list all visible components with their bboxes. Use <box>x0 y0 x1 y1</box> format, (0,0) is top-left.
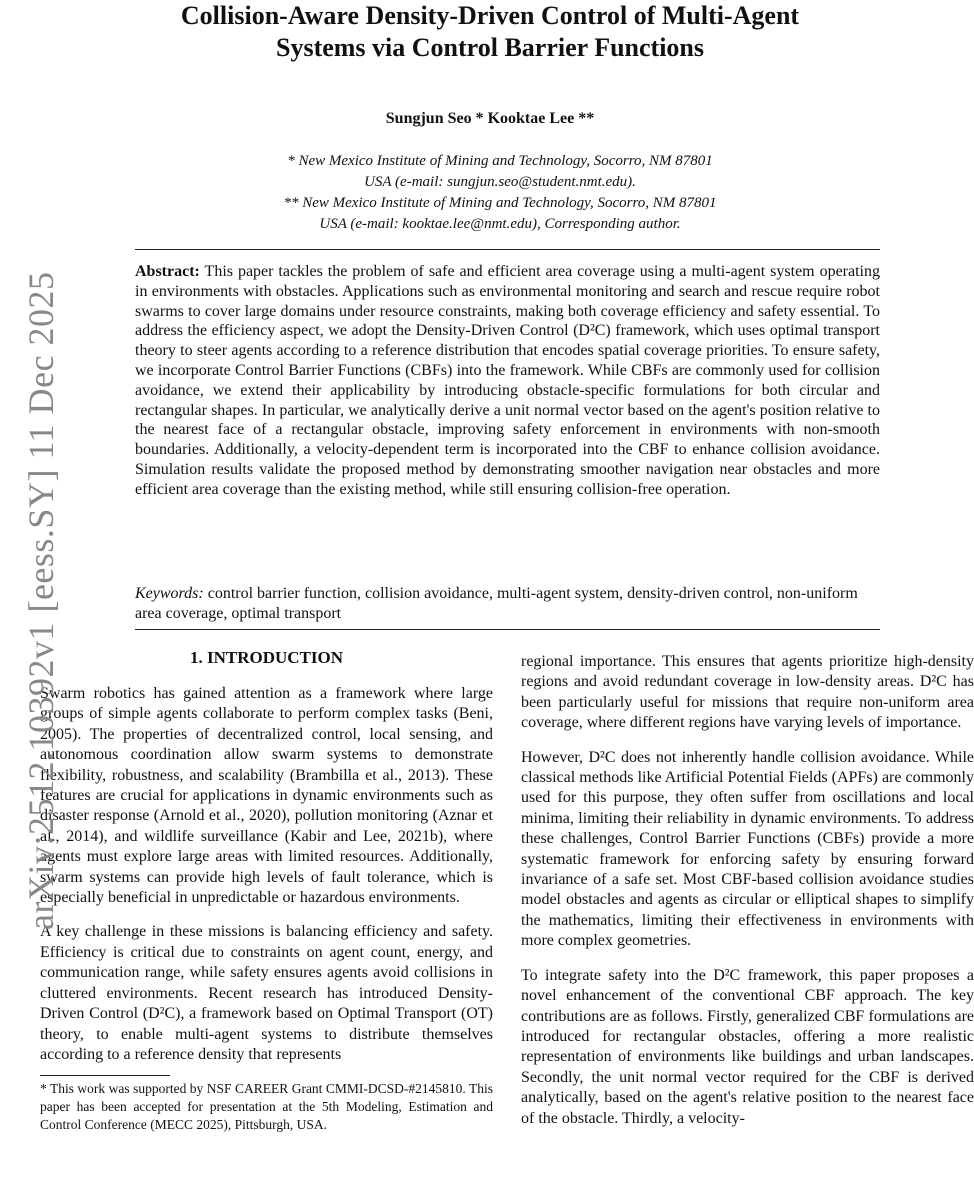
abstract-block <box>135 262 880 500</box>
footnote-rule <box>40 1075 170 1076</box>
keywords-label: Keywords: <box>135 585 204 602</box>
bottom-rule <box>135 629 880 630</box>
affiliation-line-2: USA (e-mail: sungjun.seo@student.nmt.edu). <box>364 174 636 190</box>
intro-paragraph-1: Swarm robotics has gained attention as a framework where large groups of simple agents collaborate to perform complex tasks (Beni, 2005). The properties of decentralized control, local sensing, and autonomous coordination allow swarm systems to demonstrate flexibility, robustness, and scalability (Brambilla et al., 2013). These features are crucial for applications in dynamic environments such as disaster response (Arnold et al., 2020), pollution monitoring (Aznar et al., 2014), and wildlife surveillance (Kabir and Lee, 2021b), where agents must explore large areas with limited resources. Additionally, swarm systems can provide high levels of fault tolerance, which is especially beneficial in unpredictable or hazardous environments. <box>40 685 493 907</box>
abstract-label: Abstract: <box>135 263 200 280</box>
intro-paragraph-3: regional importance. This ensures that agents prioritize high-density regions and avoid redundant coverage in low-density areas. D²C has been particularly useful for missions that require non-uniform area coverage, where different regions have varying levels of importance. <box>521 653 974 732</box>
top-rule <box>135 249 880 250</box>
intro-paragraph-5: To integrate safety into the D²C framework, this paper proposes a novel enhancement of the conventional CBF approach. The key contributions are as follows. Firstly, generalized CBF formulations are introduced for rectangular obstacles, offering a more realistic representation of environments like buildings and urban landscapes. Secondly, the unit normal vector required for the CBF is derived analytically, based on the agent's relative position to the nearest face of the obstacle. Thirdly, a velocity- <box>521 966 974 1127</box>
intro-paragraph-2: A key challenge in these missions is balancing efficiency and safety. Efficiency is critical due to constraints on agent count, energy, and communication range, while safety ensures agents avoid collisions in cluttered environments. Recent research has introduced Density-Driven Control (D²C), a framework based on Optimal Transport (OT) theory, to enable multi-agent systems to distribute themselves according to a reference density that represents <box>40 923 493 1063</box>
affiliation-line-4: USA (e-mail: kooktae.lee@nmt.edu), Corresponding author. <box>319 216 681 232</box>
abstract-text: This paper tackles the problem of safe and efficient area coverage using a multi-agent system operating in environments with obstacles. Applications such as environmental monitoring and search and rescue require robot swarms to cover large domains under resource constraints, making both coverage efficiency and safety essential. To address the efficiency aspect, we adopt the Density-Driven Control (D²C) framework, which uses optimal transport theory to steer agents according to a reference distribution that encodes spatial coverage priorities. To ensure safety, we incorporate Control Barrier Functions (CBFs) into the framework. While CBFs are commonly used for collision avoidance, we extend their applicability by introducing obstacle-specific formulations for both circular and rectangular shapes. In particular, we analytically derive a unit normal vector based on the agent's position relative to the nearest face of a rectangular obstacle, improving safety enforcement in environments with non-smooth boundaries. Additionally, a velocity-dependent term is incorporated into the CBF to enhance collision avoidance. Simulation results validate the proposed method by demonstrating smoother navigation near obstacles and more efficient area coverage than the existing method, while still ensuring collision-free operation. <box>135 263 880 498</box>
keywords-block <box>135 584 880 624</box>
right-column <box>521 652 974 1129</box>
keywords-text: control barrier function, collision avoidance, multi-agent system, density-driven control, non-uniform area coverage, optimal transport <box>135 585 858 622</box>
footnote: * This work was supported by NSF CAREER Grant CMMI-DCSD-#2145810. This paper has been accepted for presentation at the 5th Modeling, Estimation and Control Conference (MECC 2025), Pittsburgh, USA. <box>40 1081 493 1133</box>
paper-title: Collision-Aware Density-Driven Control of Multi-Agent Systems via Control Barrier Functions <box>180 1 800 62</box>
affiliation-line-3: ** New Mexico Institute of Mining and Technology, Socorro, NM 87801 <box>283 195 717 211</box>
section-heading: 1. INTRODUCTION <box>189 648 344 667</box>
author-list: Sungjun Seo * Kooktae Lee ** <box>385 110 595 127</box>
intro-paragraph-4: However, D²C does not inherently handle collision avoidance. While classical methods like Artificial Potential Fields (APFs) are commonly used for this purpose, they often suffer from oscillations and local minima, limiting their reliability in dynamic environments. To address these challenges, Control Barrier Functions (CBFs) provide a more systematic framework for enforcing safety by ensuring forward invariance of a safe set. Most CBF-based collision avoidance studies model obstacles and agents as circular or elliptical shapes to simplify the mathematics, limiting their effectiveness in environments with more complex geometries. <box>521 748 974 950</box>
arxiv-identifier: arXiv:2512.10392v1 [eess.SY] 11 Dec 2025 <box>21 271 61 930</box>
left-column <box>40 648 493 1134</box>
affiliation-line-1: * New Mexico Institute of Mining and Technology, Socorro, NM 87801 <box>287 153 713 169</box>
